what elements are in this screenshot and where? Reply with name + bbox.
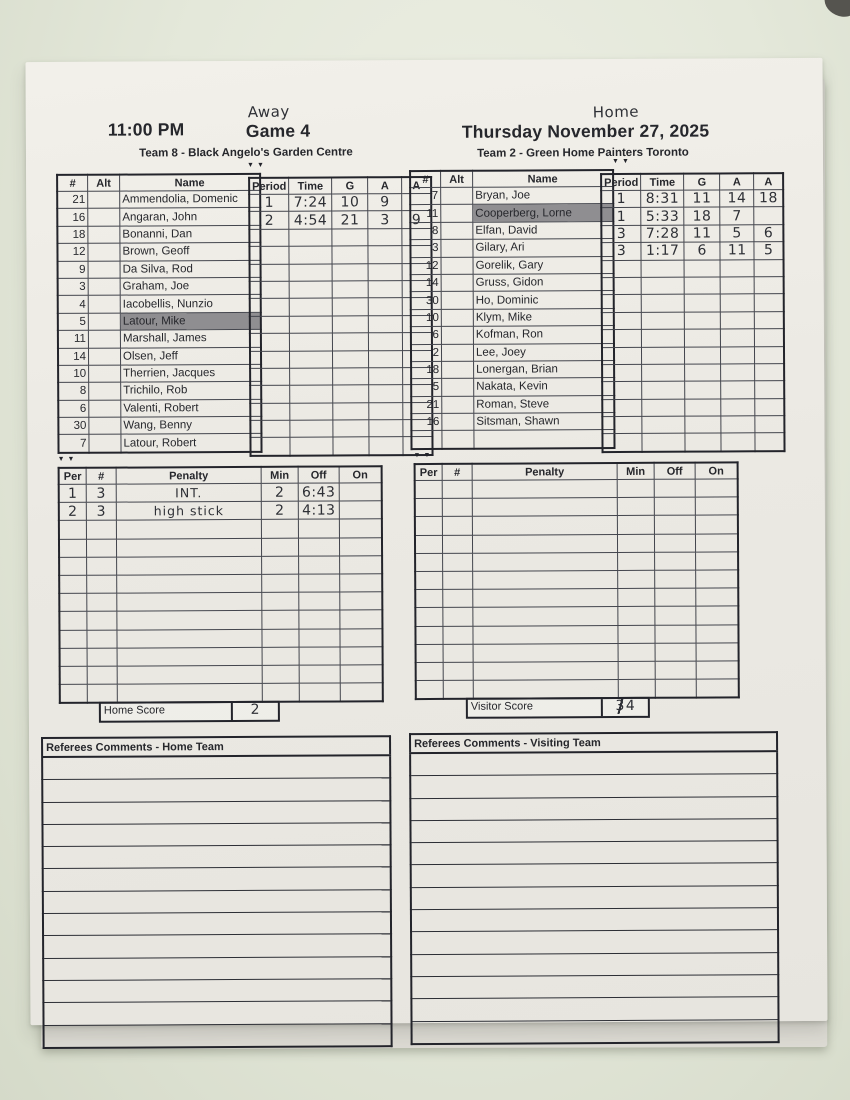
comment-line — [411, 930, 778, 954]
col-header-off: Off — [654, 463, 695, 480]
penalty-row — [416, 661, 739, 681]
col-header-min: Min — [617, 463, 654, 480]
roster-row — [411, 430, 614, 449]
right-roster-period-marker: ▼▼ — [611, 157, 632, 166]
roster-stats-row — [250, 350, 432, 368]
col-header-penalty: Penalty — [116, 467, 261, 484]
roster-row: 4 Iacobellis, Nunzio — [58, 295, 261, 313]
comment-line — [44, 1023, 392, 1048]
home-penalty-table — [414, 461, 740, 700]
home-roster-stats-table — [600, 172, 786, 453]
roster-stats-row — [602, 398, 784, 416]
comment-line — [42, 800, 390, 824]
roster-row: 16 Angaran, John — [57, 208, 260, 226]
away-team-name: Team 8 - Black Angelo's Garden Centre — [139, 146, 353, 160]
roster-row: 6 Valenti, Robert — [58, 399, 261, 417]
penalty-row — [60, 646, 383, 666]
roster-row: 3 Gilary, Ari — [410, 239, 613, 257]
comment-line — [43, 934, 391, 958]
roster-row: 7 Bryan, Joe — [410, 187, 613, 205]
game-date: Thursday November 27, 2025 — [461, 120, 710, 142]
comment-line — [411, 908, 778, 932]
col-header-assist2: A — [754, 173, 784, 190]
col-header-number: # — [410, 171, 441, 188]
home-comments-section — [41, 735, 393, 1049]
penalty-row — [416, 643, 739, 663]
comment-line — [411, 975, 778, 999]
comment-line — [411, 885, 778, 909]
comment-line — [42, 778, 390, 802]
away-penalty-table — [58, 465, 384, 704]
roster-stats-row — [250, 385, 432, 403]
comment-line — [411, 863, 778, 887]
roster-row: 16 Sitsman, Shawn — [411, 413, 614, 431]
home-comments-table — [41, 735, 393, 1049]
comment-line — [411, 952, 778, 976]
penalty-row — [59, 610, 382, 630]
penalty-row — [60, 665, 383, 685]
roster-row: 3 Graham, Joe — [58, 277, 261, 295]
away-roster-stats-table — [248, 176, 434, 460]
penalty-row — [415, 624, 738, 644]
home-roster-table — [409, 169, 615, 450]
roster-row: 10 Therrien, Jacques — [58, 364, 261, 382]
roster-stats-row — [602, 294, 784, 312]
penalty-row: 2 3 high stick 2 4:13 — [59, 501, 382, 521]
roster-row: 8 Trichilo, Rob — [58, 382, 261, 400]
left-penalty-marker: ▼▼ — [57, 455, 78, 463]
roster-stats-row: 2 4:54 21 3 9 — [249, 211, 431, 229]
roster-row: 6 Kofman, Ron — [411, 326, 614, 344]
roster-row: 12 Brown, Geoff — [57, 243, 260, 261]
penalty-row — [415, 606, 738, 626]
away-handwritten-note: Away — [247, 102, 290, 122]
roster-row: 8 Elfan, David — [410, 221, 613, 239]
col-header-time: Time — [641, 174, 684, 191]
roster-stats-row — [602, 364, 784, 382]
roster-stats-row — [250, 420, 432, 438]
home-score-box — [99, 701, 280, 723]
roster-stats-row: 3 1:17 6 11 5 — [601, 242, 783, 260]
roster-stats-row — [250, 263, 432, 281]
comment-line — [43, 1001, 391, 1025]
col-header-assist1: A — [368, 177, 402, 194]
roster-stats-row — [250, 315, 432, 333]
roster-stats-row — [602, 277, 784, 295]
roster-stats-row — [250, 333, 432, 351]
col-header-off: Off — [298, 466, 339, 483]
roster-row: 11 Cooperberg, Lorne — [410, 204, 613, 222]
visitor-score-box — [466, 697, 650, 719]
penalty-row — [59, 537, 382, 557]
col-header-time: Time — [289, 177, 332, 194]
col-header-assist2: A — [402, 177, 432, 194]
col-header-alt: Alt — [441, 171, 473, 188]
roster-stats-row — [250, 367, 432, 385]
home-handwritten-note: Home — [592, 102, 640, 122]
comment-line — [43, 979, 391, 1003]
roster-row: 10 Klym, Mike — [411, 308, 614, 326]
col-header-number: # — [86, 468, 116, 485]
roster-stats-row — [602, 311, 784, 329]
game-number: Game 4 — [245, 120, 311, 141]
right-penalty-marker: ▼▼ — [413, 451, 434, 460]
penalty-row: 1 3 INT. 2 6:43 — [59, 483, 382, 503]
penalty-row — [415, 570, 738, 590]
col-header-name: Name — [473, 170, 614, 187]
col-header-number: # — [442, 464, 472, 481]
col-header-min: Min — [261, 467, 298, 484]
roster-stats-row: 1 8:31 11 14 18 — [601, 190, 783, 208]
penalty-row — [415, 588, 738, 608]
roster-stats-row — [602, 433, 784, 452]
crossed-out-score: 3 — [615, 697, 625, 715]
roster-stats-row — [249, 228, 431, 246]
roster-row: 11 Marshall, James — [58, 329, 261, 347]
away-roster-table — [56, 173, 262, 454]
scoresheet-page — [25, 58, 827, 1025]
comment-line — [43, 889, 391, 913]
roster-stats-row: 1 7:24 10 9 — [249, 193, 431, 211]
game-time: 11:00 PM — [107, 119, 185, 140]
roster-row: 14 Olsen, Jeff — [58, 347, 261, 365]
roster-row: 21 Roman, Steve — [411, 395, 614, 413]
comment-line — [410, 774, 777, 798]
roster-stats-row — [602, 259, 784, 277]
comment-line — [410, 751, 777, 776]
roster-stats-row: 3 7:28 11 5 6 — [601, 224, 783, 242]
roster-row: 12 Gorelik, Gary — [411, 256, 614, 274]
col-header-on: On — [695, 462, 738, 479]
roster-row: 5 Nakata, Kevin — [411, 378, 614, 396]
roster-stats-row — [602, 329, 784, 347]
penalty-row — [415, 533, 738, 553]
penalty-row — [59, 592, 382, 612]
col-header-name: Name — [120, 174, 261, 191]
penalty-row — [59, 555, 382, 575]
col-header-goals: G — [684, 173, 720, 190]
col-header-alt: Alt — [88, 175, 120, 192]
visitor-score-label: Visitor Score — [470, 700, 534, 713]
col-header-on: On — [339, 466, 382, 483]
comment-line — [410, 819, 777, 843]
penalty-row — [415, 515, 738, 535]
penalty-row — [415, 479, 738, 499]
visitor-comments-section — [409, 731, 780, 1045]
left-roster-period-marker: ▼▼ — [247, 161, 267, 169]
comment-line — [410, 796, 777, 820]
roster-row: 18 Bonanni, Dan — [57, 225, 260, 243]
home-score-label: Home Score — [103, 704, 166, 717]
roster-row: 5 Latour, Mike — [58, 312, 261, 330]
home-score-value: 2 — [231, 703, 278, 720]
col-header-period: Period — [249, 178, 289, 195]
visitor-comments-table — [409, 731, 780, 1045]
roster-row: 18 Lonergan, Brian — [411, 360, 614, 378]
comment-line — [43, 956, 391, 980]
col-header-penalty: Penalty — [472, 463, 617, 480]
home-team-name: Team 2 - Green Home Painters Toronto — [477, 146, 689, 160]
penalty-row — [59, 519, 382, 539]
roster-row: 14 Gruss, Gidon — [411, 273, 614, 291]
visitor-comments-title: Referees Comments - Visiting Team — [410, 732, 777, 753]
penalty-row — [415, 497, 738, 517]
visitor-score-value: 34 — [601, 699, 648, 716]
col-header-period: Period — [601, 174, 641, 191]
home-comments-title: Referees Comments - Home Team — [42, 736, 390, 757]
comment-line — [43, 845, 391, 869]
comment-line — [42, 755, 390, 780]
roster-row: 30 Ho, Dominic — [411, 291, 614, 309]
roster-stats-row — [602, 381, 784, 399]
penalty-row — [415, 552, 738, 572]
col-header-per: Per — [415, 464, 443, 481]
roster-stats-row — [602, 416, 784, 434]
col-header-per: Per — [59, 468, 87, 485]
roster-stats-row — [250, 402, 432, 420]
roster-row: 9 Da Silva, Rod — [58, 260, 261, 278]
comment-line — [412, 1019, 779, 1044]
col-header-goals: G — [332, 177, 368, 194]
roster-stats-row — [250, 298, 432, 316]
penalty-row — [59, 574, 382, 594]
roster-stats-row: 1 5:33 18 7 — [601, 207, 783, 225]
col-header-number: # — [57, 175, 88, 192]
comment-line — [43, 867, 391, 891]
penalty-row — [59, 628, 382, 648]
roster-stats-row — [602, 346, 784, 364]
comment-line — [411, 841, 778, 865]
photo-corner-object — [820, 0, 850, 22]
roster-stats-row — [249, 246, 431, 264]
roster-row: 2 Lee, Joey — [411, 343, 614, 361]
comment-line — [43, 912, 391, 936]
comment-line — [411, 997, 778, 1021]
roster-row: 21 Ammendolia, Domenic — [57, 190, 260, 208]
roster-row: 30 Wang, Benny — [58, 416, 261, 434]
roster-stats-row — [250, 280, 432, 298]
comment-line — [42, 823, 390, 847]
roster-row: 7 Latour, Robert — [58, 434, 261, 453]
roster-stats-row — [250, 437, 432, 456]
col-header-assist1: A — [720, 173, 754, 190]
